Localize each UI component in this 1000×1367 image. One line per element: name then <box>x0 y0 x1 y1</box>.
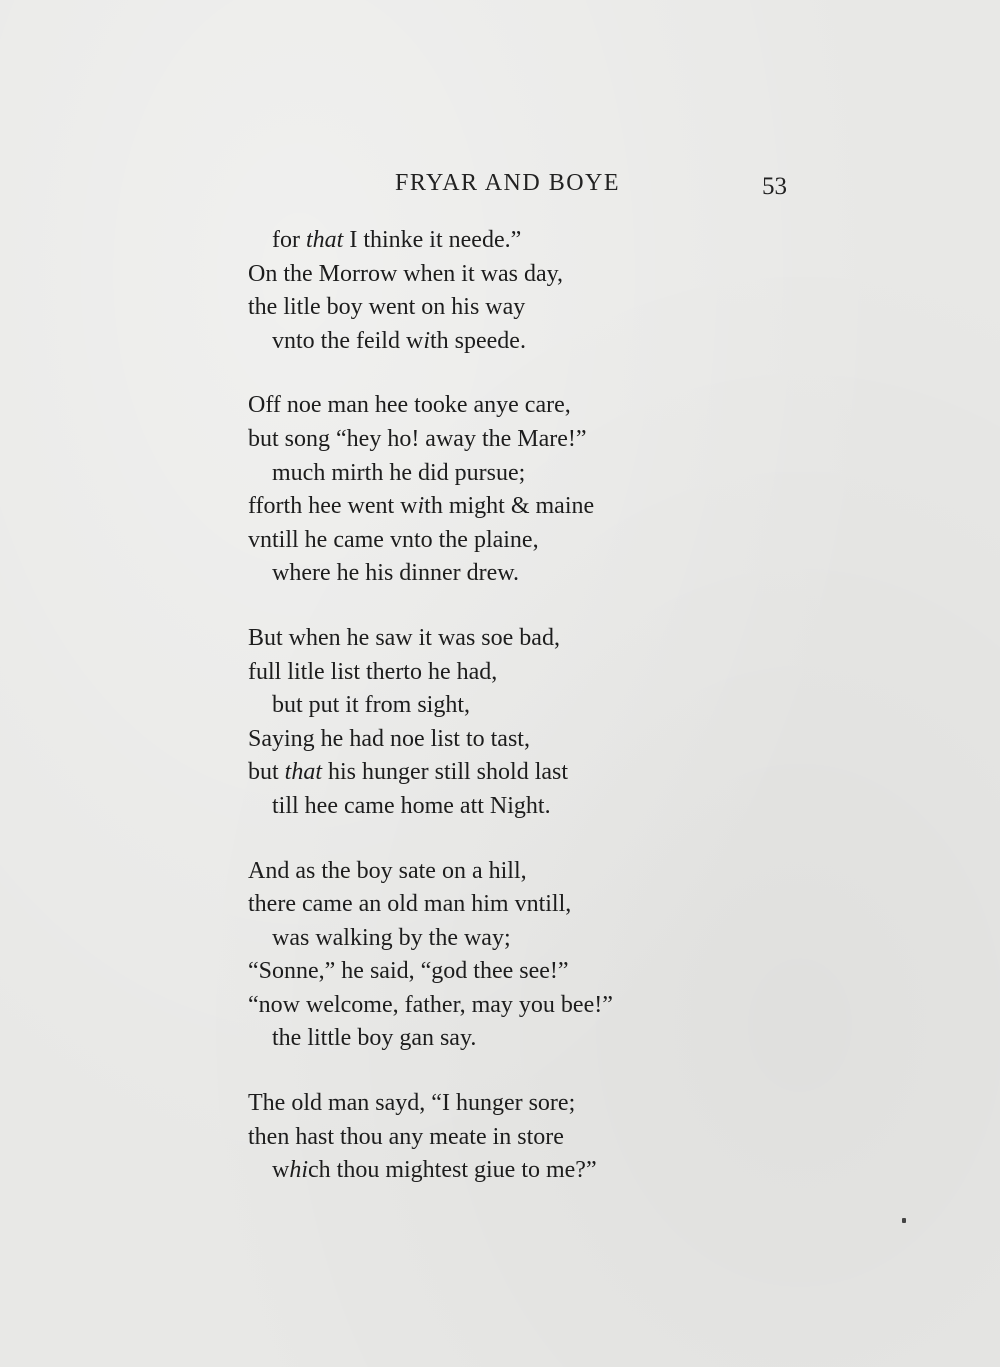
poem-line: The old man sayd, “I hunger sore; <box>248 1090 576 1117</box>
poem-line: the little boy gan say. <box>272 1025 477 1052</box>
poem-line: for that I thinke it neede.” <box>272 227 522 253</box>
poem-line: But when he saw it was soe bad, <box>248 624 560 651</box>
poem-line: but that his hunger still shold last <box>248 759 569 786</box>
poem-body <box>248 224 768 1219</box>
poem-line: much mirth he did pursue; <box>272 459 526 486</box>
running-head <box>0 168 1000 200</box>
running-title: FRYAR AND BOYE <box>395 170 621 196</box>
stanza <box>248 389 768 591</box>
poem-line: which thou mightest giue to me?” <box>272 1157 597 1184</box>
stanza <box>248 855 768 1057</box>
poem-line: vntill he came vnto the plaine, <box>248 526 539 553</box>
italic-expansion: that <box>284 759 323 786</box>
stanza <box>248 1087 768 1188</box>
poem-line: the litle boy went on his way <box>248 294 526 321</box>
poem-line: full litle list therto he had, <box>248 658 498 685</box>
poem-line: “now welcome, father, may you bee!” <box>248 991 613 1018</box>
poem-line: “Sonne,” he said, “god thee see!” <box>248 958 569 985</box>
italic-expansion: that <box>305 227 344 253</box>
poem-line: but put it from sight, <box>272 692 470 719</box>
stanza <box>248 622 768 824</box>
italic-expansion: hi <box>289 1157 309 1184</box>
poem-line: there came an old man him vntill, <box>248 891 572 918</box>
poem-line: where he his dinner drew. <box>272 560 520 587</box>
poem-line: And as the boy sate on a hill, <box>248 857 527 884</box>
stanza <box>248 224 768 358</box>
poem-line: Off noe man hee tooke anye care, <box>248 392 571 419</box>
poem-line: then hast thou any meate in store <box>248 1123 564 1150</box>
poem-line: fforth hee went with might & maine <box>248 493 595 520</box>
poem-line: till hee came home att Night. <box>272 792 551 819</box>
poem-line: was walking by the way; <box>272 924 511 951</box>
poem-line: but song “hey ho! away the Mare!” <box>248 425 587 452</box>
poem-line: vnto the feild with speede. <box>272 327 526 354</box>
italic-expansion: i <box>423 327 430 354</box>
poem-line: On the Morrow when it was day, <box>248 260 564 287</box>
paper-speck <box>902 1218 906 1223</box>
page-number: 53 <box>762 173 787 200</box>
poem-line: Saying he had noe list to tast, <box>248 725 530 752</box>
italic-expansion: i <box>417 493 425 520</box>
